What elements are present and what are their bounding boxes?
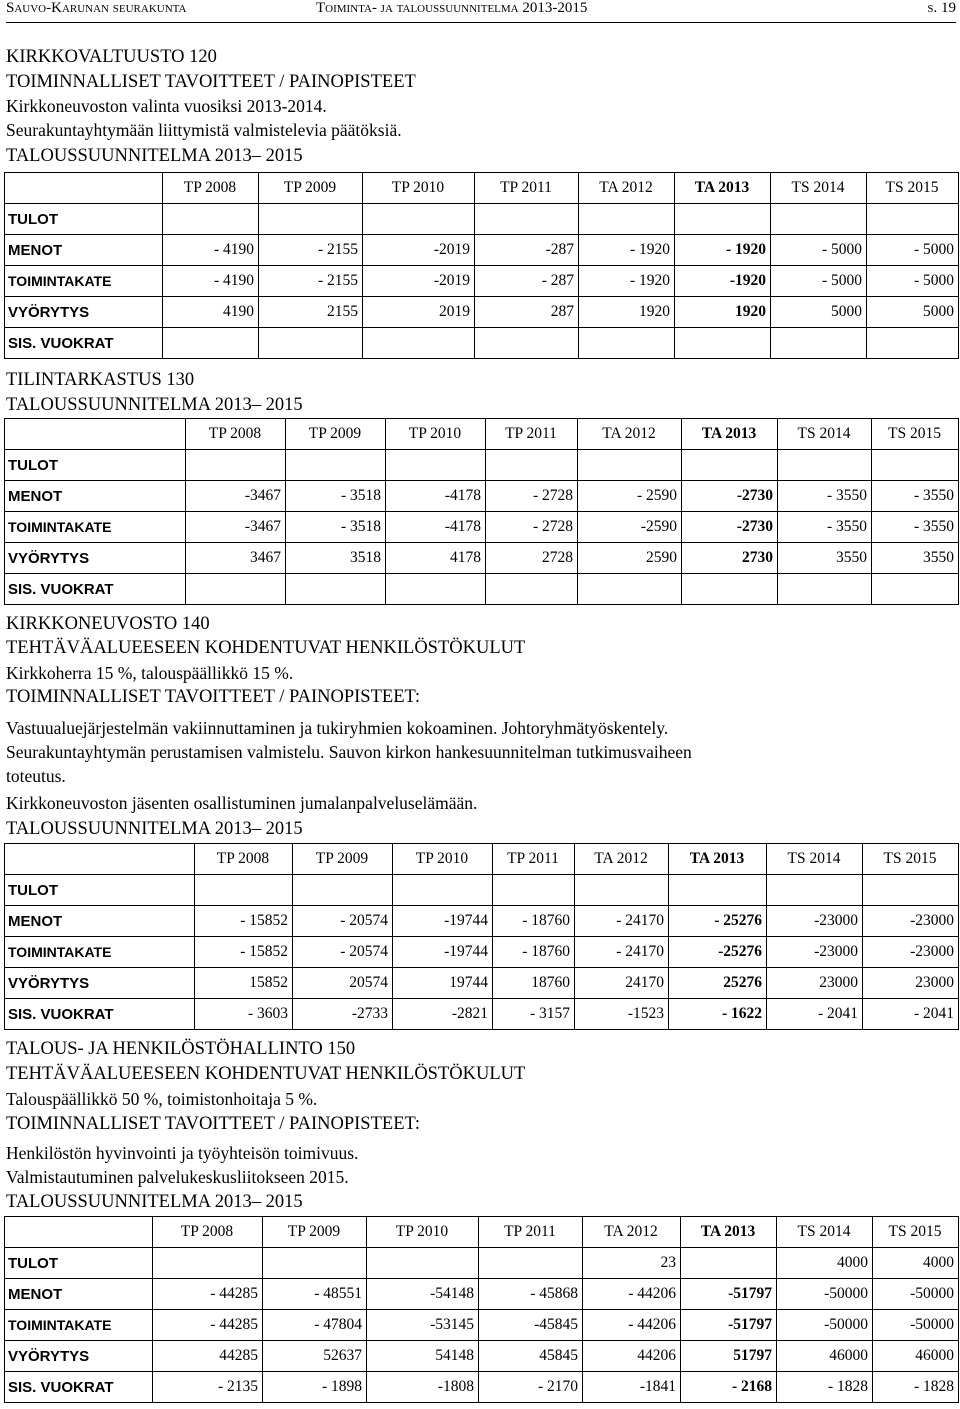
table-row	[5, 1310, 959, 1341]
table-cell: - 20574	[293, 937, 393, 968]
table-cell: -51797	[681, 1279, 777, 1310]
table-cell	[767, 875, 863, 906]
table-cell: - 15852	[195, 937, 293, 968]
table-cell: -2590	[578, 512, 682, 543]
column-header: TS 2015	[873, 1217, 959, 1248]
column-header: TP 2008	[195, 844, 293, 875]
row-label: TOIMINTAKATE	[5, 1310, 153, 1341]
table-corner-cell	[5, 419, 186, 450]
table-corner-cell	[5, 173, 163, 204]
goals-text: Henkilöstön hyvinvointi ja työyhteisön toimivuus.	[6, 1143, 359, 1163]
table-cell: -23000	[767, 906, 863, 937]
column-header: TS 2015	[872, 419, 959, 450]
table-row	[5, 574, 959, 605]
table-cell: -25276	[669, 937, 767, 968]
row-label: MENOT	[5, 906, 195, 937]
table-cell: 4190	[163, 297, 259, 328]
personnel-costs-text: Kirkkoherra 15 %, talouspäällikkö 15 %.	[6, 663, 294, 683]
page-header	[6, 0, 956, 23]
row-label: VYÖRYTYS	[5, 297, 163, 328]
table-cell: -23000	[863, 937, 959, 968]
column-header: TS 2014	[771, 173, 867, 204]
table-cell: 52637	[263, 1341, 367, 1372]
column-header: TS 2014	[777, 1217, 873, 1248]
table-cell: - 3518	[286, 512, 386, 543]
table-cell	[293, 875, 393, 906]
row-label: SIS. VUOKRAT	[5, 574, 186, 605]
column-header: TA 2012	[578, 419, 682, 450]
table-cell: - 18760	[493, 937, 575, 968]
column-header: TS 2014	[767, 844, 863, 875]
column-header: TP 2011	[479, 1217, 583, 1248]
table-cell: 4178	[386, 543, 486, 574]
table-cell: -3467	[186, 512, 286, 543]
column-header: TP 2009	[259, 173, 363, 204]
column-header: TP 2010	[386, 419, 486, 450]
table-cell: -4178	[386, 481, 486, 512]
goals-text: Valmistautuminen palvelukeskusliitokseen 2015.	[6, 1167, 349, 1187]
table-row	[5, 481, 959, 512]
table-cell: 3467	[186, 543, 286, 574]
table-cell: - 2168	[681, 1372, 777, 1403]
column-header: TP 2009	[293, 844, 393, 875]
table-cell: -4178	[386, 512, 486, 543]
financial-plan-heading: TALOUSSUUNNITELMA 2013– 2015	[6, 146, 303, 166]
table-cell: - 5000	[771, 266, 867, 297]
table-cell: - 20574	[293, 906, 393, 937]
table-cell	[163, 328, 259, 359]
table-cell	[163, 204, 259, 235]
column-header: TP 2008	[153, 1217, 263, 1248]
table-cell: 46000	[873, 1341, 959, 1372]
table-header-row	[5, 419, 959, 450]
row-label: VYÖRYTYS	[5, 968, 195, 999]
table-cell	[186, 450, 286, 481]
financial-table-130	[4, 418, 959, 605]
column-header: TP 2010	[393, 844, 493, 875]
table-cell	[486, 450, 578, 481]
table-cell: - 24170	[575, 937, 669, 968]
table-cell: - 44206	[583, 1279, 681, 1310]
table-cell	[867, 328, 959, 359]
table-cell: 1920	[675, 297, 771, 328]
row-label: MENOT	[5, 481, 186, 512]
table-cell: - 44206	[583, 1310, 681, 1341]
table-cell: 46000	[777, 1341, 873, 1372]
table-header-row	[5, 1217, 959, 1248]
table-cell: - 3603	[195, 999, 293, 1030]
table-cell: -2019	[363, 266, 475, 297]
table-cell: - 2170	[479, 1372, 583, 1403]
financial-plan-heading: TALOUSSUUNNITELMA 2013– 2015	[6, 1192, 303, 1212]
table-cell: - 2155	[259, 235, 363, 266]
column-header: TP 2009	[263, 1217, 367, 1248]
table-cell: 23	[583, 1248, 681, 1279]
header-page-number: s. 19	[927, 0, 956, 16]
table-cell	[153, 1248, 263, 1279]
table-cell: -19744	[393, 906, 493, 937]
table-header-row	[5, 173, 959, 204]
header-document-title: Toiminta- ja taloussuunnitelma 2013-2015	[316, 0, 588, 16]
table-row	[5, 1279, 959, 1310]
personnel-costs-heading: TEHTÄVÄALUEESEEN KOHDENTUVAT HENKILÖSTÖKULUT	[6, 1064, 526, 1084]
table-cell: 25276	[669, 968, 767, 999]
table-cell: - 1920	[579, 266, 675, 297]
table-cell	[863, 875, 959, 906]
financial-plan-heading: TALOUSSUUNNITELMA 2013– 2015	[6, 395, 303, 415]
table-cell	[386, 574, 486, 605]
table-cell	[578, 450, 682, 481]
table-cell	[479, 1248, 583, 1279]
section-heading-140: KIRKKONEUVOSTO 140	[6, 614, 210, 634]
table-row	[5, 297, 959, 328]
row-label: SIS. VUOKRAT	[5, 999, 195, 1030]
table-cell: - 48551	[263, 1279, 367, 1310]
table-cell: 54148	[367, 1341, 479, 1372]
financial-table-120	[4, 172, 959, 359]
table-cell: - 1622	[669, 999, 767, 1030]
personnel-costs-text: Talouspäällikkö 50 %, toimistonhoitaja 5 %.	[6, 1089, 318, 1109]
goals-text: toteutus.	[6, 766, 66, 786]
table-cell: -2730	[682, 481, 778, 512]
table-row	[5, 937, 959, 968]
table-row	[5, 266, 959, 297]
table-cell: - 24170	[575, 906, 669, 937]
table-cell: - 1828	[873, 1372, 959, 1403]
table-cell: -287	[475, 235, 579, 266]
section-heading-150: TALOUS- JA HENKILÖSTÖHALLINTO 150	[6, 1039, 356, 1059]
table-cell: 3550	[872, 543, 959, 574]
table-cell	[669, 875, 767, 906]
column-header: TA 2012	[579, 173, 675, 204]
table-cell: - 287	[475, 266, 579, 297]
table-cell: - 5000	[867, 266, 959, 297]
row-label: TOIMINTAKATE	[5, 937, 195, 968]
column-header: TP 2010	[367, 1217, 479, 1248]
table-cell: 3518	[286, 543, 386, 574]
goals-heading: TOIMINNALLISET TAVOITTEET / PAINOPISTEET:	[6, 687, 421, 707]
table-cell: 45845	[479, 1341, 583, 1372]
table-header-row	[5, 844, 959, 875]
table-cell	[486, 574, 578, 605]
table-cell: -54148	[367, 1279, 479, 1310]
table-cell: -50000	[873, 1310, 959, 1341]
table-cell: - 3518	[286, 481, 386, 512]
table-cell: 1920	[579, 297, 675, 328]
table-cell	[778, 574, 872, 605]
table-row	[5, 1341, 959, 1372]
table-cell: - 44285	[153, 1279, 263, 1310]
row-label: TOIMINTAKATE	[5, 266, 163, 297]
table-cell	[578, 574, 682, 605]
table-cell: - 3550	[778, 481, 872, 512]
table-cell: 19744	[393, 968, 493, 999]
table-cell	[367, 1248, 479, 1279]
table-cell	[493, 875, 575, 906]
column-header: TP 2009	[286, 419, 386, 450]
table-cell	[778, 450, 872, 481]
goals-text: Vastuualuejärjestelmän vakiinnuttaminen ja tukiryhmien kokoaminen. Johtoryhmätyöskentely.	[6, 718, 669, 738]
section-heading-130: TILINTARKASTUS 130	[6, 370, 195, 390]
table-cell: -2730	[682, 512, 778, 543]
table-cell	[579, 204, 675, 235]
table-cell: 2155	[259, 297, 363, 328]
table-cell: - 4190	[163, 235, 259, 266]
row-label: TULOT	[5, 450, 186, 481]
table-cell	[675, 204, 771, 235]
column-header: TP 2008	[186, 419, 286, 450]
row-label: SIS. VUOKRAT	[5, 1372, 153, 1403]
table-cell	[872, 450, 959, 481]
table-row	[5, 999, 959, 1030]
table-cell: - 5000	[867, 235, 959, 266]
table-cell: - 4190	[163, 266, 259, 297]
table-cell: -1920	[675, 266, 771, 297]
column-header: TS 2014	[778, 419, 872, 450]
table-cell: -2733	[293, 999, 393, 1030]
table-cell: -3467	[186, 481, 286, 512]
table-cell: -45845	[479, 1310, 583, 1341]
column-header: TP 2011	[493, 844, 575, 875]
column-header: TA 2012	[575, 844, 669, 875]
table-cell: 15852	[195, 968, 293, 999]
table-cell: 2730	[682, 543, 778, 574]
table-cell: -2821	[393, 999, 493, 1030]
table-cell: - 18760	[493, 906, 575, 937]
goals-heading: TOIMINNALLISET TAVOITTEET / PAINOPISTEET	[6, 72, 416, 92]
section-heading-120: KIRKKOVALTUUSTO 120	[6, 47, 217, 67]
table-cell	[681, 1248, 777, 1279]
table-cell: -1808	[367, 1372, 479, 1403]
table-cell	[675, 328, 771, 359]
column-header: TA 2012	[583, 1217, 681, 1248]
table-cell	[259, 204, 363, 235]
row-label: VYÖRYTYS	[5, 1341, 153, 1372]
goals-text: Seurakuntayhtymän perustamisen valmistelu. Sauvon kirkon hankesuunnitelman tutkimusvaiheen	[6, 742, 692, 762]
row-label: TULOT	[5, 1248, 153, 1279]
table-cell	[363, 328, 475, 359]
table-cell: -51797	[681, 1310, 777, 1341]
financial-plan-heading: TALOUSSUUNNITELMA 2013– 2015	[6, 819, 303, 839]
goals-text: Seurakuntayhtymään liittymistä valmistelevia päätöksiä.	[6, 120, 402, 140]
column-header: TA 2013	[682, 419, 778, 450]
table-corner-cell	[5, 1217, 153, 1248]
goals-text: Kirkkoneuvoston valinta vuosiksi 2013-2014.	[6, 96, 327, 116]
table-cell: -2019	[363, 235, 475, 266]
table-row	[5, 543, 959, 574]
table-cell: -23000	[863, 906, 959, 937]
column-header: TP 2011	[486, 419, 578, 450]
table-cell: 4000	[777, 1248, 873, 1279]
table-row	[5, 512, 959, 543]
table-row	[5, 204, 959, 235]
table-cell	[867, 204, 959, 235]
table-cell: -1523	[575, 999, 669, 1030]
table-cell	[475, 204, 579, 235]
financial-table-150	[4, 1216, 959, 1403]
table-cell	[872, 574, 959, 605]
table-cell: -50000	[873, 1279, 959, 1310]
table-cell	[286, 574, 386, 605]
table-cell: - 3550	[872, 481, 959, 512]
table-cell: - 2590	[578, 481, 682, 512]
table-cell: - 2135	[153, 1372, 263, 1403]
table-cell: 5000	[867, 297, 959, 328]
table-cell: 24170	[575, 968, 669, 999]
column-header: TA 2013	[675, 173, 771, 204]
table-cell	[475, 328, 579, 359]
row-label: VYÖRYTYS	[5, 543, 186, 574]
column-header: TP 2010	[363, 173, 475, 204]
column-header: TS 2015	[863, 844, 959, 875]
table-row	[5, 235, 959, 266]
table-cell	[575, 875, 669, 906]
table-cell	[263, 1248, 367, 1279]
table-row	[5, 450, 959, 481]
table-cell	[579, 328, 675, 359]
table-corner-cell	[5, 844, 195, 875]
table-cell: - 2041	[767, 999, 863, 1030]
table-cell: - 3550	[872, 512, 959, 543]
table-cell: 2590	[578, 543, 682, 574]
table-cell	[682, 450, 778, 481]
row-label: SIS. VUOKRAT	[5, 328, 163, 359]
table-cell	[393, 875, 493, 906]
table-cell	[386, 450, 486, 481]
table-cell	[771, 328, 867, 359]
table-cell: -53145	[367, 1310, 479, 1341]
table-cell	[682, 574, 778, 605]
table-cell: - 1898	[263, 1372, 367, 1403]
table-cell: 51797	[681, 1341, 777, 1372]
column-header: TP 2011	[475, 173, 579, 204]
table-cell: 2728	[486, 543, 578, 574]
table-cell: - 2728	[486, 481, 578, 512]
personnel-costs-heading: TEHTÄVÄALUEESEEN KOHDENTUVAT HENKILÖSTÖKULUT	[6, 638, 526, 658]
table-cell: -50000	[777, 1310, 873, 1341]
header-organization: Sauvo-Karunan seurakunta	[6, 0, 187, 16]
table-cell: - 45868	[479, 1279, 583, 1310]
table-cell: - 47804	[263, 1310, 367, 1341]
table-cell: - 15852	[195, 906, 293, 937]
table-cell: 2019	[363, 297, 475, 328]
table-row	[5, 875, 959, 906]
goals-heading: TOIMINNALLISET TAVOITTEET / PAINOPISTEET:	[6, 1114, 421, 1134]
table-cell: 23000	[767, 968, 863, 999]
table-cell	[286, 450, 386, 481]
table-cell: 44285	[153, 1341, 263, 1372]
table-row	[5, 1248, 959, 1279]
financial-table-140	[4, 843, 959, 1030]
table-cell: - 2728	[486, 512, 578, 543]
table-cell: 18760	[493, 968, 575, 999]
row-label: MENOT	[5, 235, 163, 266]
table-cell: 287	[475, 297, 579, 328]
table-cell: - 2155	[259, 266, 363, 297]
table-row	[5, 328, 959, 359]
column-header: TP 2008	[163, 173, 259, 204]
table-cell: - 1920	[675, 235, 771, 266]
column-header: TS 2015	[867, 173, 959, 204]
table-cell	[363, 204, 475, 235]
table-cell: - 25276	[669, 906, 767, 937]
table-cell: 3550	[778, 543, 872, 574]
table-cell: -1841	[583, 1372, 681, 1403]
table-row	[5, 1372, 959, 1403]
table-cell: - 5000	[771, 235, 867, 266]
table-cell	[195, 875, 293, 906]
table-cell: - 44285	[153, 1310, 263, 1341]
column-header: TA 2013	[681, 1217, 777, 1248]
column-header: TA 2013	[669, 844, 767, 875]
table-cell: - 2041	[863, 999, 959, 1030]
table-row	[5, 906, 959, 937]
table-cell: -23000	[767, 937, 863, 968]
table-cell: - 1920	[579, 235, 675, 266]
table-cell: -19744	[393, 937, 493, 968]
row-label: TULOT	[5, 875, 195, 906]
table-cell	[771, 204, 867, 235]
goals-text: Kirkkoneuvoston jäsenten osallistuminen jumalanpalveluselämään.	[6, 793, 478, 813]
table-cell: 23000	[863, 968, 959, 999]
table-cell: 4000	[873, 1248, 959, 1279]
row-label: TULOT	[5, 204, 163, 235]
table-cell: 5000	[771, 297, 867, 328]
row-label: TOIMINTAKATE	[5, 512, 186, 543]
table-cell	[259, 328, 363, 359]
table-cell	[186, 574, 286, 605]
table-cell: 20574	[293, 968, 393, 999]
table-cell: - 3550	[778, 512, 872, 543]
table-cell: -50000	[777, 1279, 873, 1310]
row-label: MENOT	[5, 1279, 153, 1310]
table-cell: - 3157	[493, 999, 575, 1030]
table-cell: - 1828	[777, 1372, 873, 1403]
table-cell: 44206	[583, 1341, 681, 1372]
table-row	[5, 968, 959, 999]
